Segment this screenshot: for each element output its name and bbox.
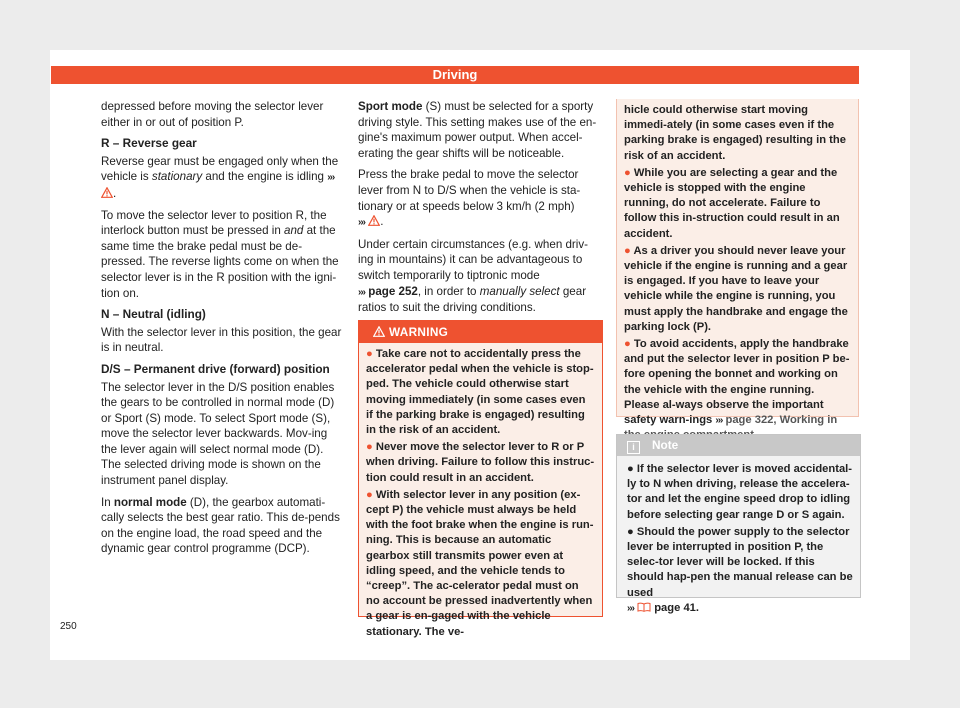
warning-bullet: ● While you are selecting a gear and the vehicle is stopped with the engine running, do not accelerate. Failure to follow this in-struction could result in an accident. — [624, 166, 840, 240]
note-bullet: ● Should the power supply to the selector lever be interrupted in position P, the selec-tor lever will be locked. If this should hap-pen the manual release can be used ››› page 41. — [627, 525, 853, 614]
warning-triangle-icon[interactable] — [368, 215, 380, 226]
warning-continued-text: hicle could otherwise start moving immedi-ately (in some cases even if the parking brake is engaged) resulting in the risk of an accident. — [624, 104, 846, 162]
warning-title: WARNING — [389, 325, 449, 339]
note-body — [617, 456, 860, 616]
note-header — [617, 435, 860, 456]
reverse-gear-heading: R – Reverse gear — [101, 136, 197, 151]
warning-bullet: ● As a driver you should never leave your vehicle if the engine is running and a gear is engaged. If you have to leave your vehicle while the engine is running, you must apply the handbrake and engage the parking lock (P). — [624, 244, 848, 333]
cross-reference-arrows: ››› — [358, 217, 365, 229]
sport-mode-paragraph: Sport mode (S) must be selected for a sporty driving style. This setting makes use of the en-gine's maximum power output. When accel-erating the gear shifts will be noticeable. — [358, 100, 597, 160]
normal-mode-paragraph: In normal mode (D), the gearbox automati-cally selects the best gear ratio. This de-pends on the engine load, the road speed and the dynamic gear control programme (DCP). — [101, 495, 340, 556]
book-icon — [637, 602, 651, 612]
warning-bullet: ● Never move the selector lever to R or P when driving. Failure to follow this instruc-tion could result in an accident. — [366, 441, 595, 484]
drive-position-heading: D/S – Permanent drive (forward) position — [101, 361, 330, 376]
brake-pedal-paragraph: Press the brake pedal to move the selector lever from N to D/S when the vehicle is sta-tionary or at speeds below 3 km/h (2 mph) ››› . — [358, 168, 581, 229]
section-header: Driving — [51, 66, 859, 84]
reverse-gear-paragraph-1: Reverse gear must be engaged only when the vehicle is stationary and the engine is idling ››› . — [101, 154, 339, 200]
cross-reference-arrows: ››› — [327, 172, 335, 184]
cross-reference-arrows: ››› — [715, 415, 723, 427]
tiptronic-paragraph: Under certain circumstances (e.g. when driv-ing in mountains) it can be advantageous to switch temporarily to tiptronic mode ››› page 252, in order to manually select gear ratios to suit the driving conditions. — [358, 237, 589, 315]
warning-triangle-icon[interactable] — [101, 187, 113, 198]
warning-bullet: ● Take care not to accidentally press the accelerator pedal when the vehicle is stop-ped. The vehicle could otherwise start moving immediately (in some cases even if the parking brake is engaged) resulting in the risk of an accident. — [366, 348, 594, 437]
note-box — [616, 434, 861, 614]
warning-box — [358, 320, 603, 638]
page-link[interactable]: page 252 — [368, 284, 418, 298]
note-title: Note — [652, 438, 679, 452]
drive-position-paragraph: The selector lever in the D/S position enables the gears to be controlled in normal mode (D) or Sport (S) mode. To select Sport mode (S), move the selector lever backwards. Mov-ing the lever again will select normal mode (D). The selected driving mode is shown on the instrument panel display. — [101, 380, 335, 488]
warning-body — [359, 343, 602, 640]
warning-bullet: ● With selector lever in any position (ex-cept P) the vehicle must always be held with the foot brake when the engine is run-ning. This is because an automatic gearbox still transmits power even at idling speed, and the vehicle tends to “creep”. The ac-celerator pedal must on no account be pressed inadvertently when a gear is en-gaged with the vehicle stationary. The ve- — [366, 488, 594, 638]
engine-compartment-link[interactable]: page 322, Working in — [725, 414, 838, 427]
note-bullet: ● If the selector lever is moved accidental-ly to N when driving, release the accelera-tor and let the engine speed drop to idling before selecting gear range D or S again. — [627, 463, 853, 521]
warning-bullet: ● To avoid accidents, apply the handbrake and put the selector lever in position P be-fore opening the bonnet and working on the vehicle with the engine running. Please al-ways observe the important safety warn-ings ››› page 322, Working in — [624, 337, 851, 443]
page-41-link[interactable]: page 41 — [654, 601, 696, 614]
warning-header — [359, 321, 602, 343]
page-number: 250 — [60, 621, 77, 632]
reverse-gear-paragraph-2: To move the selector lever to position R, the interlock button must be pressed in and at the same time the brake pedal must be de-pressed. The reverse lights come on when the selector lever is in the R position with the igni-tion on. — [101, 208, 339, 300]
cross-reference-arrows: ››› — [358, 286, 365, 298]
cross-reference-arrows: ››› — [627, 602, 634, 614]
neutral-heading: N – Neutral (idling) — [101, 307, 206, 322]
warning-continuation — [616, 99, 859, 427]
neutral-paragraph: With the selector lever in this position, the gear is in neutral. — [101, 325, 342, 355]
column-1 — [101, 99, 346, 563]
column-2 — [358, 99, 602, 322]
warning-triangle-icon — [373, 326, 385, 337]
intro-paragraph: depressed before moving the selector lever either in or out of position P. — [101, 100, 324, 129]
info-icon: i — [627, 441, 640, 454]
